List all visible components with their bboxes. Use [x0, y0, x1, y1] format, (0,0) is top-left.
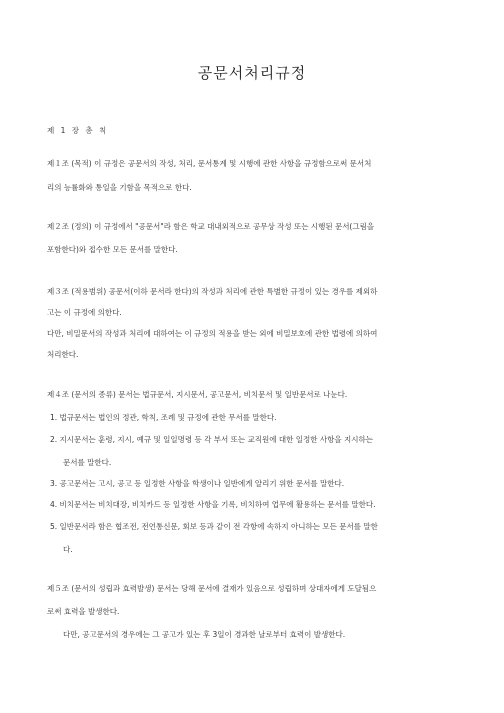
- article-3-line-4: 처리한다.: [47, 350, 79, 359]
- article-4-item-3: 3. 공고문서는 고시, 공고 등 일정한 사항을 학생이나 일반에게 알리기 위한 문서를 말한다.: [50, 479, 345, 488]
- article-1-line-2: 리의 능률화와 통일을 기함을 목적으로 한다.: [47, 183, 192, 192]
- article-3-line-3: 다만, 비밀문서의 작성과 처리에 대하여는 이 규정의 적용을 받는 외에 비밀보호에 관한 법령에 의하여: [47, 329, 378, 338]
- article-4-item-1: 1. 법규문서는 법인의 정관, 학칙, 조례 및 규정에 관한 무서를 말한다.: [50, 413, 277, 422]
- article-2-line-2: 포함한다)와 접수한 모든 문서를 말한다.: [47, 245, 178, 254]
- article-4-item-4: 4. 비치문서는 비치대장, 비치카드 등 일정한 사항을 기록, 비치하여 업무에 활용하는 문서를 말한다.: [50, 500, 376, 509]
- article-5-line-3: 다만, 공고문서의 경우에는 그 공고가 있는 후 3일이 경과한 날로부터 효력이 발생한다.: [63, 630, 346, 639]
- article-5-line-1: 제５조 (문서의 성립과 효력발생) 문서는 당해 문서에 결재가 있음으로 성립하며 상대자에게 도달됨으: [47, 584, 377, 593]
- article-2-line-1: 제２조 (정의) 이 규정에서 "공문서"라 함은 학교 대내외적으로 공무상 작성 또는 시행된 문서(그림을: [47, 222, 375, 231]
- article-5-line-2: 로써 효력을 발생한다.: [47, 607, 120, 616]
- article-4-heading: 제４조 (문서의 종류) 문서는 법규문서, 지시문서, 공고문서, 비치문서 및 일반문서로 나눈다.: [47, 390, 348, 399]
- article-4-item-2-line-1: 2. 지시문서는 훈령, 지시, 예규 및 일일명령 등 각 부서 또는 교직원에 대한 일정한 사항을 지시하는: [50, 435, 373, 444]
- article-3-line-1: 제３조 (적용범위) 공문서(이하 문서라 한다)의 작성과 처리에 관한 특별한 규정이 있는 경우를 제외하: [47, 287, 378, 296]
- article-4-item-5-line-2: 다.: [63, 545, 73, 554]
- chapter-heading: 제 1 장 총 칙: [47, 126, 109, 135]
- article-1-line-1: 제１조 (목적) 이 규정은 공문서의 작성, 처리, 문서통계 및 시행에 관한 사항을 규정함으로써 문서처: [47, 159, 372, 168]
- article-4-item-5-line-1: 5. 일반문서라 함은 협조전, 전언통신문, 회보 등과 같이 전 각항에 속하지 아니하는 모든 문서를 말한: [50, 522, 378, 531]
- document-title: 공문서처리규정: [197, 64, 307, 82]
- article-4-item-2-line-2: 문서를 말한다.: [63, 458, 112, 467]
- article-3-line-2: 고는 이 규정에 의한다.: [47, 308, 122, 317]
